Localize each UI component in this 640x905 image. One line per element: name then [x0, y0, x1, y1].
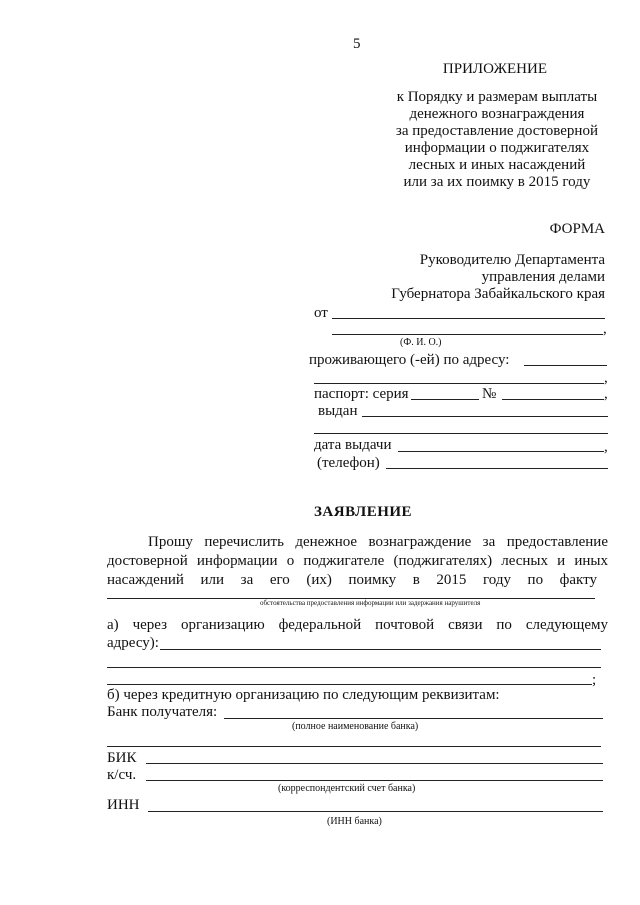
bik-label: БИК	[107, 750, 137, 766]
ks-label: к/сч.	[107, 767, 137, 783]
appendix-title: ПРИЛОЖЕНИЕ	[442, 61, 547, 77]
addressee-line: Руководителю Департамента	[419, 252, 605, 268]
statement-body-line: достоверной информации о поджигателе (поджигателях) лесных и иных	[107, 553, 608, 569]
inn-label: ИНН	[107, 797, 140, 813]
bik-field[interactable]	[146, 763, 603, 764]
appendix-text	[396, 89, 598, 191]
issue-date-label: дата выдачи	[314, 437, 392, 453]
appendix-line: за предоставление достоверной	[395, 123, 598, 139]
addressee-line: Губернатора Забайкальского края	[391, 286, 605, 302]
passport-number-label: №	[482, 386, 497, 402]
bank-field[interactable]	[224, 718, 603, 719]
postal-address-field-2[interactable]	[107, 667, 601, 668]
option-a-line: адресу):	[107, 635, 159, 651]
addressee-line: управления делами	[481, 269, 605, 285]
addressee-block	[391, 252, 605, 303]
comma: ,	[603, 321, 607, 337]
passport-series-label: паспорт: серия	[314, 386, 409, 402]
appendix-line: информации о поджигателях	[404, 140, 590, 156]
passport-series-field[interactable]	[411, 399, 479, 400]
bank-caption: (полное наименование банка)	[292, 721, 419, 732]
semicolon: ;	[592, 672, 597, 688]
address-field[interactable]	[524, 365, 607, 366]
appendix-line: денежного вознаграждения	[409, 106, 585, 122]
ks-caption: (корреспондентский счет банка)	[278, 783, 416, 794]
appendix-line: или за их поимку в 2015 году	[403, 174, 591, 190]
phone-label: (телефон)	[317, 455, 380, 471]
statement-title: ЗАЯВЛЕНИЕ	[314, 504, 413, 520]
from-label: от	[314, 305, 328, 321]
postal-address-field-3[interactable]	[107, 684, 592, 685]
inn-field[interactable]	[148, 811, 603, 812]
issued-field[interactable]	[362, 416, 608, 417]
issue-date-field[interactable]	[398, 451, 604, 452]
address-field-2[interactable]	[314, 383, 604, 384]
from-field-2[interactable]	[332, 334, 603, 335]
issued-label: выдан	[318, 403, 358, 419]
statement-body-line: насаждений или за его (их) поимку в 2015 году по факту	[107, 572, 597, 588]
comma: ,	[604, 370, 608, 386]
fio-caption: (Ф. И. О.)	[400, 337, 442, 348]
ks-field[interactable]	[146, 780, 603, 781]
from-field[interactable]	[332, 318, 605, 319]
option-a-line: а) через организацию федеральной почтовой связи по следующему	[107, 617, 608, 633]
statement-body-line: Прошу перечислить денежное вознаграждение за предоставление	[148, 534, 608, 550]
comma: ,	[604, 439, 608, 455]
inn-caption: (ИНН банка)	[327, 816, 382, 827]
option-b-line: б) через кредитную организацию по следующим реквизитам:	[107, 687, 500, 703]
fact-caption: обстоятельства предоставления информации или задержания нарушителя	[260, 599, 481, 607]
form-label: ФОРМА	[549, 221, 605, 237]
passport-number-field[interactable]	[502, 399, 604, 400]
residing-label: проживающего (-ей) по адресу:	[309, 352, 510, 368]
bank-label: Банк получателя:	[107, 704, 218, 720]
appendix-line: лесных и иных насаждений	[408, 157, 586, 173]
appendix-line: к Порядку и размерам выплаты	[396, 89, 598, 105]
comma: ,	[604, 386, 608, 402]
postal-address-field[interactable]	[160, 649, 601, 650]
page-number: 5	[353, 36, 361, 52]
issued-field-2[interactable]	[314, 433, 608, 434]
bank-field-2[interactable]	[107, 746, 601, 747]
phone-field[interactable]	[386, 468, 608, 469]
